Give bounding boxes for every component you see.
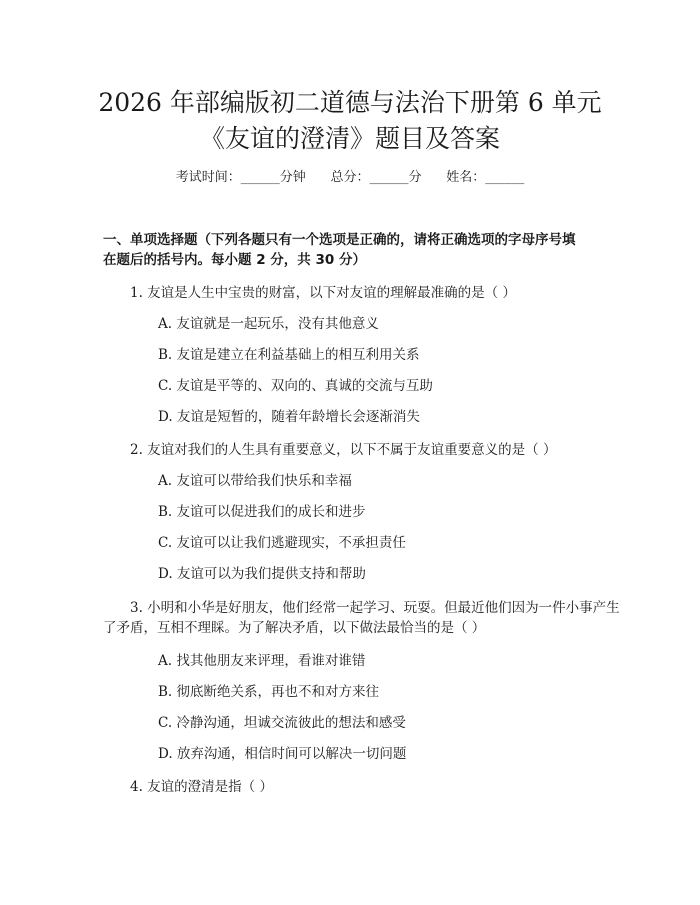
- section-heading-line-2: 在题后的括号内。每小题 2 分，共 30 分）: [103, 252, 366, 268]
- question-2-option-a: A. 友谊可以带给我们快乐和幸福: [158, 473, 352, 489]
- question-3-stem: 3. 小明和小华是好朋友，他们经常一起学习、玩耍。但最近他们因为一件小事产生了矛盾，互相不理睬。为了解决矛盾，以下做法最恰当的是（ ）: [103, 600, 620, 636]
- section-heading-line-1: 一、单项选择题（下列各题只有一个选项是正确的，请将正确选项的字母序号填: [103, 232, 576, 248]
- exam-info-line: 考试时间：______分钟 总分：______分 姓名：______: [175, 170, 525, 185]
- question-2-stem: 2. 友谊对我们的人生具有重要意义，以下不属于友谊重要意义的是（ ）: [130, 442, 557, 458]
- question-1-stem: 1. 友谊是人生中宝贵的财富，以下对友谊的理解最准确的是（ ）: [130, 285, 516, 301]
- question-3-option-d: D. 放弃沟通，相信时间可以解决一切问题: [158, 746, 407, 762]
- question-1-option-d: D. 友谊是短暂的，随着年龄增长会逐渐消失: [158, 409, 420, 425]
- question-3-option-b: B. 彻底断绝关系，再也不和对方来往: [158, 684, 380, 700]
- page-title-line-1: 2026 年部编版初二道德与法治下册第 6 单元: [98, 88, 602, 117]
- question-1-option-b: B. 友谊是建立在利益基础上的相互利用关系: [158, 347, 420, 363]
- question-1-option-c: C. 友谊是平等的、双向的、真诚的交流与互助: [158, 378, 433, 394]
- question-1-option-a: A. 友谊就是一起玩乐，没有其他意义: [158, 316, 379, 332]
- question-2-option-b: B. 友谊可以促进我们的成长和进步: [158, 504, 366, 520]
- question-2-option-c: C. 友谊可以让我们逃避现实，不承担责任: [158, 535, 406, 551]
- question-3-option-a: A. 找其他朋友来评理，看谁对谁错: [158, 653, 366, 669]
- page-title-line-2: 《友谊的澄清》题目及答案: [199, 124, 500, 153]
- question-2-option-d: D. 友谊可以为我们提供支持和帮助: [158, 566, 366, 582]
- question-4-stem: 4. 友谊的澄清是指（ ）: [130, 779, 273, 795]
- question-3-option-c: C. 冷静沟通，坦诚交流彼此的想法和感受: [158, 715, 406, 731]
